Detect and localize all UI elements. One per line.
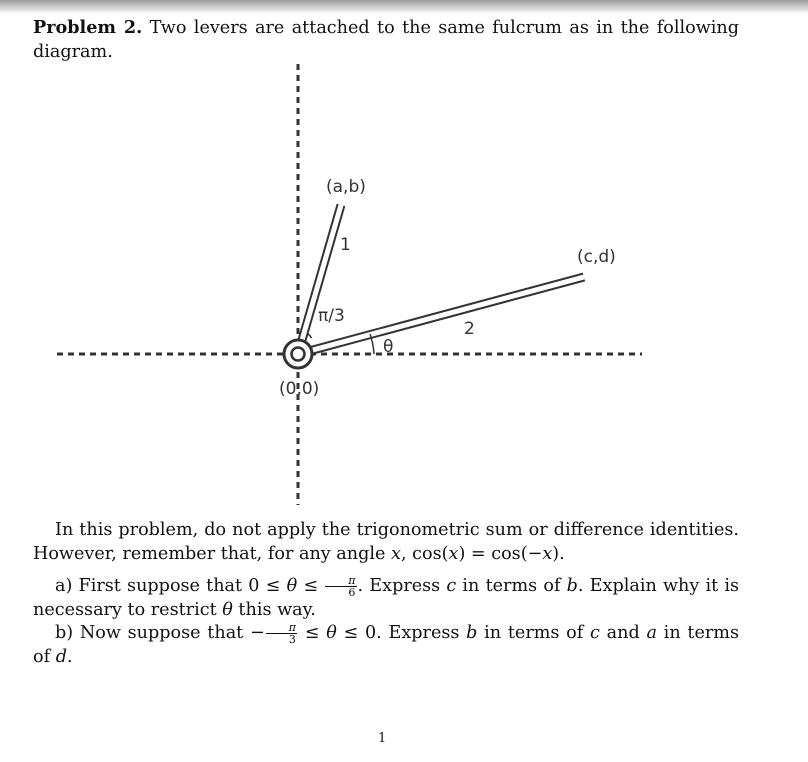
part-a-text: ≤ <box>297 576 325 596</box>
part-a <box>33 574 739 622</box>
part-a-text: in terms of <box>456 576 567 596</box>
instructions-paragraph <box>33 518 739 566</box>
part-b-text: . <box>66 647 73 667</box>
problem-intro: Two levers are attached to the same fulcrum as in the following diagram. <box>33 18 739 62</box>
page-number: 1 <box>378 731 387 746</box>
fraction-pi-over-3 <box>266 622 297 645</box>
label-angle-pi-over-3: π/3 <box>318 306 345 326</box>
math-var: c <box>590 623 600 643</box>
math-var: c <box>446 576 457 596</box>
part-b-text: and <box>599 623 647 643</box>
fraction-pi-over-6 <box>325 575 356 598</box>
fraction-denominator: 6 <box>348 585 356 599</box>
part-b-text: ≤ 0. Express <box>336 623 467 643</box>
label-length-short: 1 <box>340 235 351 255</box>
part-a-text: this way. <box>232 600 316 620</box>
math-var: d <box>55 647 67 667</box>
instructions-text: ) = cos(− <box>458 544 543 564</box>
math-var: θ <box>286 576 298 596</box>
problem-heading: Problem 2. <box>33 17 143 38</box>
label-point-ab: (a,b) <box>326 177 366 197</box>
instructions-text: In this problem, do not apply the trigonometric sum or difference identities. However, remember that, for any angle <box>33 520 739 564</box>
label-point-cd: (c,d) <box>577 247 616 267</box>
part-b-text: b) Now suppose that − <box>55 623 265 643</box>
math-var: b <box>466 623 478 643</box>
math-var: θ <box>326 623 337 643</box>
part-a-text: . Explain why it is necessary to restrict <box>33 576 739 620</box>
part-a-text: a) First suppose that 0 ≤ <box>55 576 287 596</box>
label-origin: (0,0) <box>279 379 320 399</box>
part-b-text: ≤ <box>297 623 327 643</box>
fulcrum <box>284 340 312 368</box>
math-var: x <box>391 544 401 564</box>
math-var: x <box>448 544 459 564</box>
math-var: x <box>542 544 553 564</box>
math-var: θ <box>222 600 233 620</box>
fraction-numerator: π <box>325 575 356 587</box>
lever-short <box>298 205 341 354</box>
instructions-text: ). <box>552 544 565 564</box>
fraction-denominator: 3 <box>288 632 296 646</box>
part-b <box>33 621 739 669</box>
math-var: b <box>566 576 578 596</box>
part-a-text: . Express <box>357 576 447 596</box>
instructions-text: , cos( <box>400 544 449 564</box>
label-angle-theta: θ <box>383 337 394 357</box>
part-b-text: in terms of <box>33 623 739 667</box>
math-var: a <box>646 623 657 643</box>
part-b-text: in terms of <box>477 623 591 643</box>
fraction-numerator: π <box>266 622 297 634</box>
label-length-long: 2 <box>464 319 475 339</box>
